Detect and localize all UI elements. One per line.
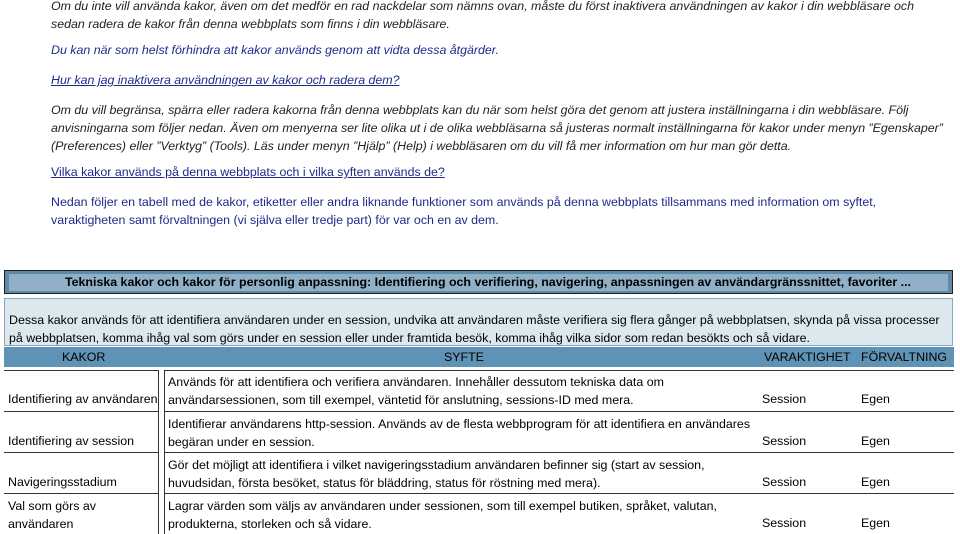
header-syfte: SYFTE [444, 350, 484, 364]
cookie-name: Identifiering av användaren [8, 392, 158, 406]
header-forvaltning: FÖRVALTNING [861, 350, 948, 364]
grid-line [4, 452, 158, 453]
cookie-duration: Session [762, 434, 807, 448]
cookie-purpose: Gör det möjligt att identifiera i vilket navigeringsstadium användaren befinner sig (start av session, huvudsidan, första besöket, status för bläddring, status för röstning med mera). [168, 458, 705, 490]
disable-cookies-link[interactable]: Hur kan jag inaktivera användningen av kakor och radera dem? [51, 73, 400, 87]
grid-line [164, 493, 954, 494]
intro-paragraph-2: Du kan när som helst förhindra att kakor används genom att vidta dessa åtgärder. [51, 43, 499, 57]
cookie-owner: Egen [861, 392, 890, 406]
grid-line [4, 493, 158, 494]
grid-line [158, 370, 159, 534]
cookie-owner: Egen [861, 475, 890, 489]
cookie-duration: Session [762, 516, 807, 530]
cookie-purpose: Används för att identifiera och verifiera användaren. Innehåller dessutom tekniska data om användarsessionen, som till exempel, väntetid för anslutning, sessions-ID med mera. [168, 375, 664, 407]
category-description: Dessa kakor används för att identifiera användaren under en session, undvika att användaren måste verifiera sig flera gånger på webbplatsen, skynda på vissa processer på webbplatsen, komma ihåg val som görs under en session eller under framtida besök, komma ihåg vilka sidor som redan besökts och så vidare. [4, 298, 953, 346]
grid-line [164, 452, 954, 453]
intro-paragraph-6: Nedan följer en tabell med de kakor, etiketter eller andra liknande funktioner som används på denna webbplats tillsammans med information om syftet, varaktigheten samt förvaltningen (vi själva eller tredje part) för var och en av dem. [51, 195, 877, 227]
grid-line [4, 370, 158, 371]
cookie-duration: Session [762, 475, 807, 489]
cookie-name: Navigeringsstadium [8, 475, 117, 489]
cookies-used-link[interactable]: Vilka kakor används på denna webbplats och i vilka syften används de? [51, 165, 445, 179]
cookie-owner: Egen [861, 434, 890, 448]
header-kakor: KAKOR [62, 350, 106, 364]
cookie-name: Val som görs av användaren [8, 499, 96, 531]
grid-line [164, 370, 954, 371]
cookie-name: Identifiering av session [8, 434, 135, 448]
category-header [4, 270, 953, 294]
table-header [4, 347, 954, 367]
cookie-duration: Session [762, 392, 807, 406]
intro-paragraph-1: Om du inte vill använda kakor, även om det medför en rad nackdelar som nämns ovan, måste du först inaktivera användningen av kakor i din webbläsare och sedan radera de kakor från denna webbplats som finns i din webbläsare. [51, 0, 915, 31]
grid-line [4, 411, 158, 412]
category-title: Tekniska kakor och kakor för personlig anpassning: Identifiering och verifiering, navigering, anpassningen av användargränssnittet, favoriter ... [9, 274, 948, 291]
cookie-owner: Egen [861, 516, 890, 530]
header-varaktighet: VARAKTIGHET [764, 350, 851, 364]
grid-line [164, 370, 165, 534]
cookie-purpose: Lagrar värden som väljs av användaren under sessionen, som till exempel butiken, språket, valutan, produkterna, storleken och så vidare. [168, 499, 717, 531]
grid-line [164, 411, 954, 412]
cookie-purpose: Identifierar användarens http-session. Används av de flesta webbprogram för att identifiera en användares begäran under en session. [168, 417, 751, 449]
intro-paragraph-4: Om du vill begränsa, spärra eller radera kakorna från denna webbplats kan du när som helst göra det genom att justera inställningarna i din webbläsare. Följ anvisningarna som följer nedan. Även om menyerna ser lite olika ut i de olika webbläsarna så justeras normalt inställningarna för kakor under menyn ”Egenskaper” (Preferences) eller ”Verktyg” (Tools). Läs under menyn ”Hjälp” (Help) i webbläsaren om du vill få mer information om hur man gör detta. [51, 103, 943, 153]
